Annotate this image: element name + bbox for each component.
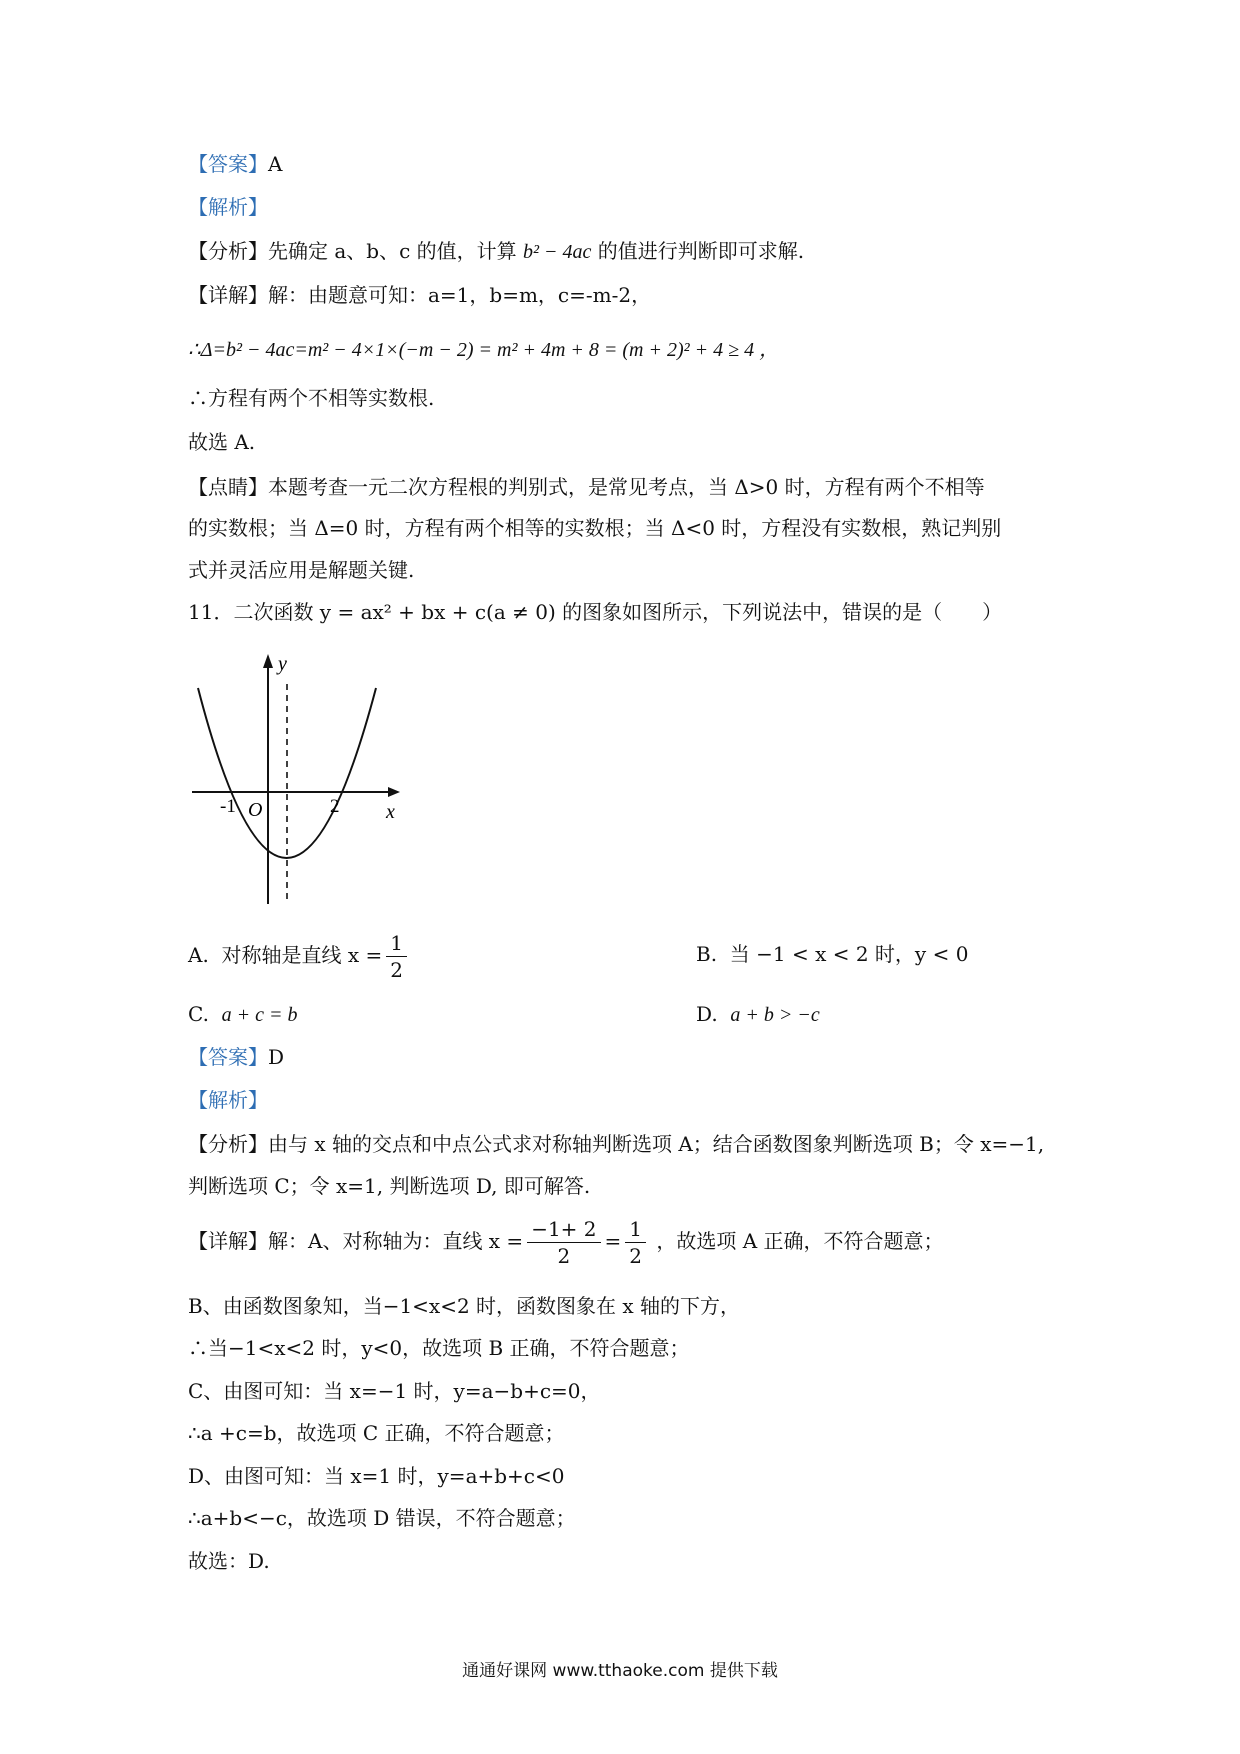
answer-value: D xyxy=(268,1045,285,1069)
page-footer: 通通好课网 www.tthaoke.com 提供下载 xyxy=(462,1661,778,1681)
detail-a-fraction-2: $\frac{1}{2}$ xyxy=(625,1216,646,1269)
q10-delta-line xyxy=(188,335,779,364)
q11-answer-line xyxy=(188,1043,284,1071)
analysis-tag: 【解析】 xyxy=(188,195,268,219)
x-axis-arrow xyxy=(388,787,400,797)
q10-fenxi-line xyxy=(188,237,804,266)
detail-a-eq: = xyxy=(604,1229,622,1253)
q10-analysis-tag xyxy=(188,193,268,221)
fenxi-tag: 【分析】 xyxy=(188,1132,268,1156)
q11-c-2: ∴a +c=b，故选项 C 正确，不符合题意； xyxy=(188,1421,565,1445)
detail-a-text-2: ，故选项 A 正确，不符合题意； xyxy=(656,1229,944,1253)
fenxi-text-2: 的值进行判断即可求解. xyxy=(591,239,805,263)
q10-dianjing-1 xyxy=(188,473,985,501)
q11-analysis-tag xyxy=(188,1086,268,1114)
q10-answer-line xyxy=(188,150,282,178)
option-b xyxy=(696,940,968,968)
answer-tag: 【答案】 xyxy=(188,1045,268,1069)
detail-a-fraction-1: $\frac{-1+ 2}{2}$ xyxy=(527,1216,600,1269)
detail-a-text-1: 解：A、对称轴为：直线 x = xyxy=(268,1229,524,1253)
q11-c-1: C、由图可知：当 x=−1 时，y=a−b+c=0， xyxy=(188,1379,601,1403)
option-c-text: a + c = b xyxy=(221,1004,298,1026)
option-b-text: 当 −1 < x < 2 时，y < 0 xyxy=(729,942,969,966)
y-axis-arrow xyxy=(263,654,273,668)
detail-text: 解：由题意可知：a=1，b=m，c=-m-2， xyxy=(268,283,652,307)
option-d-prefix: D. xyxy=(696,1002,718,1026)
q11-stem: 11．二次函数 y = ax² + bx + c(a ≠ 0) 的图象如图所示，下列说法中，错误的是（ ） xyxy=(188,600,1003,624)
option-d xyxy=(696,1000,820,1029)
fenxi-tag: 【分析】 xyxy=(188,239,268,263)
q11-d-2: ∴a+b<−c，故选项 D 错误，不符合题意； xyxy=(188,1506,576,1530)
option-a-prefix: A. xyxy=(188,943,209,967)
option-a-text: 对称轴是直线 x = xyxy=(221,943,383,967)
right-root-label: 2 xyxy=(330,796,340,817)
q11-fenxi-1 xyxy=(188,1130,1044,1158)
option-c-prefix: C. xyxy=(188,1002,209,1026)
q10-detail-line xyxy=(188,281,651,309)
q10-dianjing-2: 的实数根；当 Δ=0 时，方程有两个相等的实数根；当 Δ<0 时，方程没有实数根，熟记判别 xyxy=(188,516,1002,540)
q11-b-2: ∴当−1<x<2 时，y<0，故选项 B 正确，不符合题意； xyxy=(188,1336,690,1360)
option-a xyxy=(188,930,411,983)
delta-equation: ∴Δ=b² − 4ac=m² − 4×1×(−m − 2) = m² + 4m + 8 = (m + 2)² + 4 ≥ 4 ， xyxy=(188,339,780,361)
option-c xyxy=(188,1000,298,1029)
q11-detail-a xyxy=(188,1216,944,1269)
fenxi-text-1: 先确定 a、b、c 的值，计算 xyxy=(268,239,523,263)
q10-choose: 故选 A. xyxy=(188,430,256,454)
fenxi-text-1: 由与 x 轴的交点和中点公式求对称轴判断选项 A；结合函数图象判断选项 B；令 x=−1, xyxy=(268,1132,1045,1156)
left-root-label: -1 xyxy=(220,796,236,817)
q10-conclusion: ∴方程有两个不相等实数根. xyxy=(188,386,435,410)
x-axis-label: x xyxy=(386,801,395,823)
answer-tag: 【答案】 xyxy=(188,152,268,176)
q11-d-1: D、由图可知：当 x=1 时，y=a+b+c<0 xyxy=(188,1464,565,1488)
q11-fenxi-2: 判断选项 C；令 x=1, 判断选项 D, 即可解答. xyxy=(188,1174,591,1198)
option-d-text: a + b > −c xyxy=(730,1004,820,1026)
q11-b-1: B、由函数图象知，当−1<x<2 时，函数图象在 x 轴的下方， xyxy=(188,1294,741,1318)
origin-label: O xyxy=(248,799,263,821)
detail-tag: 【详解】 xyxy=(188,283,268,307)
fenxi-expr: b² − 4ac xyxy=(523,241,592,263)
option-a-fraction: $\frac{1}{2}$ xyxy=(386,930,407,983)
parabola-graph xyxy=(190,648,410,908)
detail-tag: 【详解】 xyxy=(188,1229,268,1253)
q11-choose: 故选：D. xyxy=(188,1549,270,1573)
q10-dianjing-3: 式并灵活应用是解题关键. xyxy=(188,558,415,582)
dianjing-text-1: 本题考查一元二次方程根的判别式，是常见考点，当 Δ>0 时，方程有两个不相等 xyxy=(268,475,985,499)
y-axis-label: y xyxy=(278,653,287,675)
dianjing-tag: 【点睛】 xyxy=(188,475,268,499)
option-b-prefix: B. xyxy=(696,942,718,966)
answer-value: A xyxy=(268,152,283,176)
analysis-tag: 【解析】 xyxy=(188,1088,268,1112)
